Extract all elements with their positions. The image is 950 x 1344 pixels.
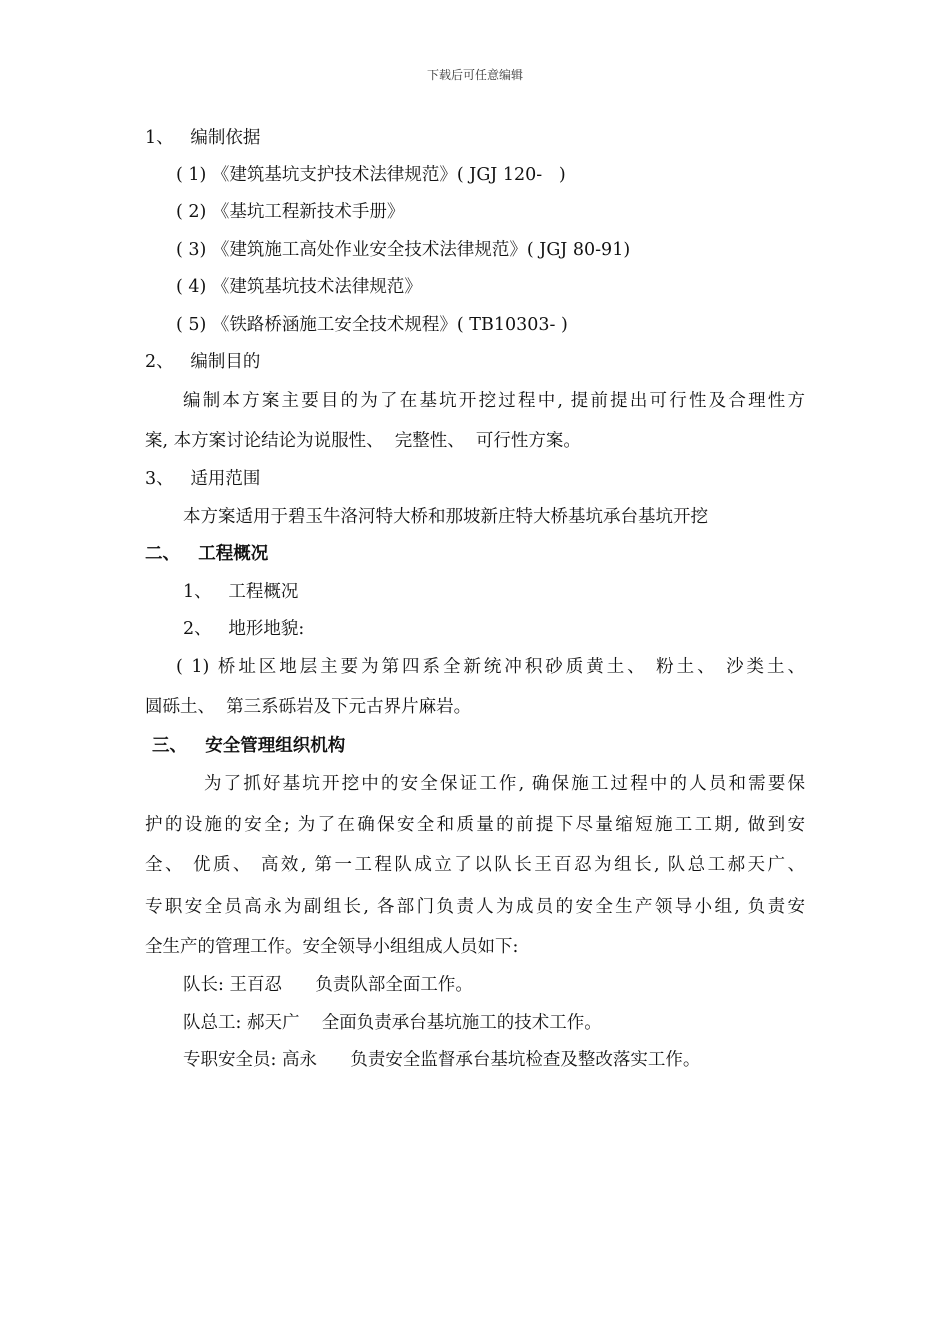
scope-paragraph: 本方案适用于碧玉牛洛河特大桥和那坡新庄特大桥基坑承台基坑开挖 [183,507,708,527]
heading-compile-purpose: 2、 编制目的 [145,352,261,372]
heading-compile-basis: 1、 编制依据 [145,128,261,148]
org-paragraph-line-4: 专职安全员高永为副组长, 各部门负责人为成员的安全生产领导小组, 负责安 [145,897,805,917]
reference-4: ( 4) 《建筑基坑技术法律规范》 [176,277,422,297]
page-header: 下载后可任意编辑 [426,68,523,82]
terrain-paragraph-line-1: ( 1) 桥址区地层主要为第四系全新统冲积砂质黄土、 粉土、 沙类土、 [176,657,805,677]
purpose-paragraph-line-2: 案, 本方案讨论结论为说服性、 完整性、 可行性方案。 [145,431,581,451]
subheading-terrain: 2、 地形地貌: [183,619,305,639]
org-paragraph-line-3: 全、 优质、 高效, 第一工程队成立了以队长王百忍为组长, 队总工郝天广、 [145,855,805,875]
member-captain: 队长: 王百忍 负责队部全面工作。 [183,975,473,995]
subheading-project-overview: 1、 工程概况 [183,582,299,602]
section-3-heading: 三、 安全管理组织机构 [152,736,346,756]
reference-2: ( 2) 《基坑工程新技术手册》 [176,202,405,222]
reference-5: ( 5) 《铁路桥涵施工安全技术规程》( TB10303- ) [176,315,568,335]
terrain-paragraph-line-2: 圆砾土、 第三系砾岩及下元古界片麻岩。 [145,697,472,717]
heading-scope: 3、 适用范围 [145,469,261,489]
org-paragraph-line-1: 为了抓好基坑开挖中的安全保证工作, 确保施工过程中的人员和需要保 [204,774,805,794]
org-paragraph-line-2: 护的设施的安全; 为了在确保安全和质量的前提下尽量缩短施工工期, 做到安 [145,815,805,835]
purpose-paragraph-line-1: 编制本方案主要目的为了在基坑开挖过程中, 提前提出可行性及合理性方 [183,391,805,411]
reference-3: ( 3) 《建筑施工高处作业安全技术法律规范》( JGJ 80-91) [176,240,631,260]
org-paragraph-line-5: 全生产的管理工作。安全领导小组组成人员如下: [145,937,519,957]
reference-1: ( 1) 《建筑基坑支护技术法律规范》( JGJ 120- ) [176,165,566,185]
member-chief-engineer: 队总工: 郝天广 全面负责承台基坑施工的技术工作。 [183,1013,602,1033]
member-safety-officer: 专职安全员: 高永 负责安全监督承台基坑检查及整改落实工作。 [183,1050,701,1070]
section-2-heading: 二、 工程概况 [145,544,269,564]
